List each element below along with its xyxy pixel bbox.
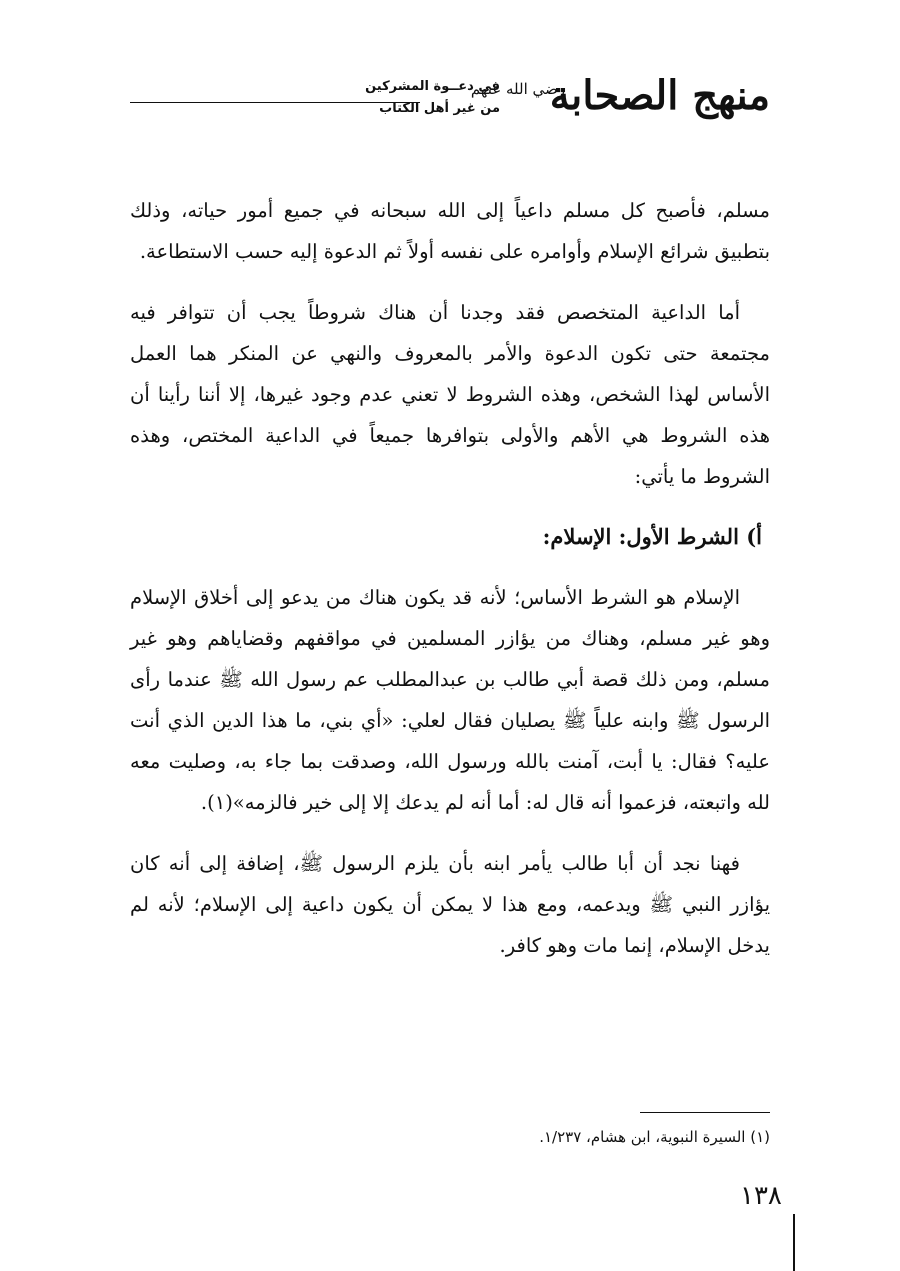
header-subtitle bbox=[365, 76, 500, 120]
book-logo: منهج الصحابة bbox=[549, 72, 770, 119]
footnote-rule bbox=[640, 1112, 770, 1113]
subtitle-line-2: من غير أهل الكتاب bbox=[379, 101, 500, 116]
page-header bbox=[130, 72, 770, 132]
section-heading: أ) الشرط الأول: الإسلام: bbox=[542, 524, 762, 549]
header-rule bbox=[130, 102, 420, 103]
footnote: (١) السيرة النبوية، ابن هشام، ١/٢٣٧. bbox=[539, 1128, 770, 1146]
honorific-calligraphy: رضي الله عنهم bbox=[470, 80, 565, 98]
paragraph-2: أما الداعية المتخصص فقد وجدنا أن هناك شروطاً يجب أن تتوافر فيه مجتمعة حتى تكون الدعوة والأمر بالمعروف والنهي عن المنكر هما العمل الأساس لهذا الشخص، وهذه الشروط لا تعني عدم وجود غيرها، إلا أننا رأينا أن هذه الشروط هي الأهم والأولى بتوافرها جميعاً في الداعية المختص، وهذه الشروط ما يأتي: bbox=[130, 301, 770, 488]
paragraph-3: الإسلام هو الشرط الأساس؛ لأنه قد يكون هناك من يدعو إلى أخلاق الإسلام وهو غير مسلم، وهناك من يؤازر المسلمين في مواقفهم وقضاياهم وهو غير مسلم، ومن ذلك قصة أبي طالب بن عبدالمطلب عم رسول الله ﷺ عندما رأى الرسول ﷺ وابنه علياً ﷺ يصليان فقال لعلي: «أي بني، ما هذا الدين الذي أنت عليه؟ فقال: يا أبت، آمنت بالله ورسول الله، وصدقت بما جاء به، وصليت معه لله واتبعته، فزعموا أنه قال له: أما أنه لم يدعك إلا إلى خير فالزمه»(١). bbox=[130, 586, 770, 814]
page-number-bar bbox=[793, 1214, 795, 1271]
page-number: ١٣٨ bbox=[740, 1181, 782, 1211]
subtitle-line-1: في دعــوة المشركين bbox=[365, 79, 500, 94]
body-text bbox=[130, 190, 770, 986]
paragraph-1: مسلم، فأصبح كل مسلم داعياً إلى الله سبحانه في جميع أمور حياته، وذلك بتطبيق شرائع الإسلام وأوامره على نفسه أولاً ثم الدعوة إليه حسب الاستطاعة. bbox=[130, 199, 770, 263]
paragraph-4: فهنا نجد أن أبا طالب يأمر ابنه بأن يلزم الرسول ﷺ، إضافة إلى أنه كان يؤازر النبي ﷺ ويدعمه، ومع هذا لا يمكن أن يكون داعية إلى الإسلام؛ لأنه لم يدخل الإسلام، إنما مات وهو كافر. bbox=[130, 852, 770, 957]
